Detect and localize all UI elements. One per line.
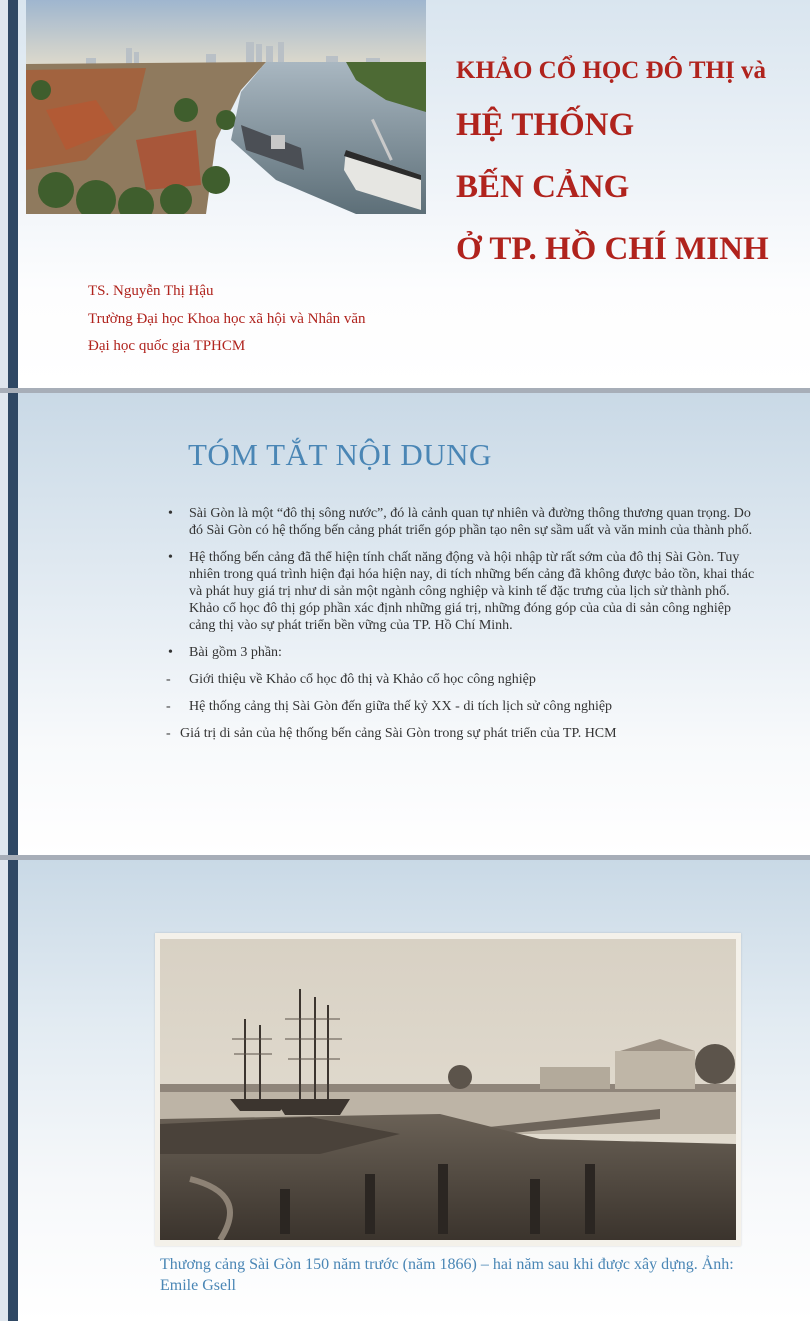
- list-item: [166, 671, 756, 688]
- list-item: [166, 549, 756, 634]
- author-university: Đại học quốc gia TPHCM: [88, 338, 246, 354]
- bullet-marker: •: [168, 506, 173, 521]
- slide-title: [0, 0, 810, 388]
- bullet-marker: •: [168, 550, 173, 565]
- list-item-text: Giới thiệu về Khảo cổ học đô thị và Khảo cổ học công nghiệp: [189, 672, 536, 687]
- dash-marker: -: [166, 726, 171, 741]
- list-item: [166, 505, 756, 539]
- title-line-2: HỆ THỐNG: [456, 107, 635, 143]
- slide-left-edge: [0, 393, 8, 855]
- list-item-text: Sài Gòn là một “đô thị sông nước”, đó là cảnh quan tự nhiên và đường thông thương quan trọng. Do đó Sài Gòn có hệ thống bến cảng phát triển góp phần tạo nên sự sầm uất và văn minh của thành phố.: [189, 506, 753, 538]
- saigon-port-1866-photo: [160, 939, 736, 1240]
- title-line-3: BẾN CẢNG: [456, 169, 630, 205]
- title-line-4: Ở TP. HỒ CHÍ MINH: [456, 231, 769, 267]
- author-institution: Trường Đại học Khoa học xã hội và Nhân văn: [88, 310, 366, 327]
- slide-summary: [0, 393, 810, 855]
- title-line-1: KHẢO CỔ HỌC ĐÔ THỊ và: [456, 57, 766, 84]
- list-item-text: Hệ thống bến cảng đã thể hiện tính chất năng động và hội nhập từ rất sớm của đô thị Sài Gòn. Tuy nhiên trong quá trình hiện đại hóa hiện nay, di tích những bến cảng đã không được bảo tồn, khai thác và phát huy giá trị như di sản một ngành công nghiệp và kinh tế đặc trưng của lịch sử thành phố. Khảo cổ học đô thị góp phần xác định những giá trị, những đóng góp của của di sản công nghiệp cảng thị vào sự phát triển bền vững của TP. Hồ Chí Minh.: [189, 550, 755, 633]
- slide-historic-photo: [0, 860, 810, 1321]
- slide-left-bar: [8, 860, 18, 1321]
- list-item: [166, 725, 756, 742]
- slide-left-bar: [8, 0, 18, 388]
- summary-list: [166, 505, 756, 752]
- dash-marker: -: [166, 699, 171, 714]
- river-port-aerial-photo: [26, 0, 426, 214]
- list-item-text: Hệ thống cảng thị Sài Gòn đến giữa thế kỷ XX - di tích lịch sử công nghiệp: [189, 699, 613, 714]
- list-item-text: Bài gồm 3 phần:: [189, 645, 282, 660]
- photo-frame: [155, 933, 741, 1246]
- author-name: TS. Nguyễn Thị Hậu: [88, 283, 214, 299]
- presentation-title: [456, 48, 806, 280]
- photo-caption: Thương cảng Sài Gòn 150 năm trước (năm 1866) – hai năm sau khi được xây dựng. Ảnh: Emile Gsell: [160, 1256, 734, 1294]
- list-item: [166, 644, 756, 661]
- list-item: [166, 698, 756, 715]
- summary-heading: TÓM TẮT NỘI DUNG: [188, 437, 492, 472]
- dash-marker: -: [166, 672, 171, 687]
- bullet-marker: •: [168, 645, 173, 660]
- slide-left-edge: [0, 0, 8, 388]
- list-item-text: Giá trị di sản của hệ thống bến cảng Sài Gòn trong sự phát triển của TP. HCM: [180, 726, 617, 741]
- author-block: [88, 278, 366, 361]
- slide-left-edge: [0, 860, 8, 1321]
- slide-left-bar: [8, 393, 18, 855]
